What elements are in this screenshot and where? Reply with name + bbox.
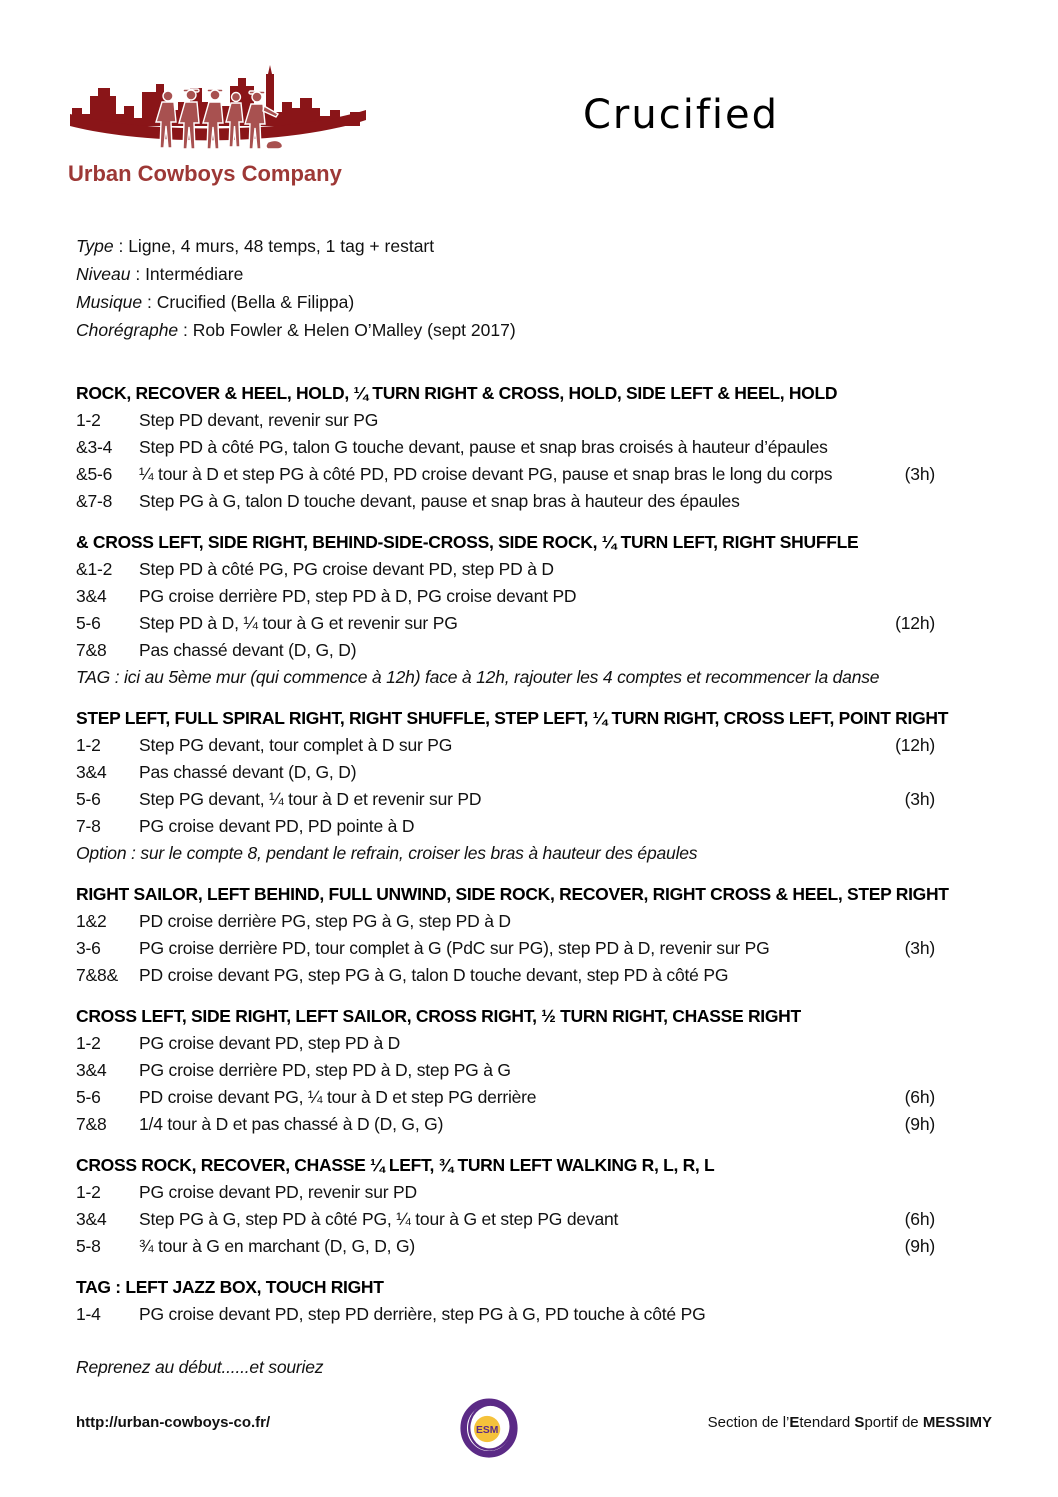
brand-block: [68, 62, 378, 187]
step-description: PG croise derrière PD, tour complet à G (PdC sur PG), step PD à D, revenir sur PG: [139, 938, 770, 958]
step-count: &3-4: [76, 437, 113, 457]
step-count: 1-2: [76, 1182, 101, 1202]
step-count: 7&8: [76, 640, 107, 660]
section-steps: [76, 556, 935, 664]
step-description: Step PG à G, talon D touche devant, pause et snap bras à hauteur des épaules: [139, 491, 740, 511]
info-line-choregraphe: [76, 316, 516, 344]
step-description: 1/4 tour à D et pas chassé à D (D, G, G): [139, 1114, 444, 1134]
step-row: [76, 1084, 935, 1111]
dance-section: [76, 881, 949, 989]
section-title: & CROSS LEFT, SIDE RIGHT, BEHIND-SIDE-CROSS, SIDE ROCK, ¼ TURN LEFT, RIGHT SHUFFLE: [76, 532, 859, 552]
step-description: Step PD à côté PG, PG croise devant PD, step PD à D: [139, 559, 554, 579]
step-row: [76, 1179, 935, 1206]
step-clock-direction: (3h): [904, 789, 935, 809]
esm-logo-text: ESM: [475, 1424, 499, 1436]
step-description: PG croise devant PD, PD pointe à D: [139, 816, 415, 836]
step-count: &1-2: [76, 559, 113, 579]
step-clock-direction: (6h): [904, 1087, 935, 1107]
step-count: 1-4: [76, 1304, 101, 1324]
step-description: PG croise derrière PD, step PD à D, step PG à G: [139, 1060, 511, 1080]
footer: [76, 1396, 992, 1462]
section-steps: [76, 1179, 935, 1260]
esm-logo-icon: [459, 1396, 519, 1462]
step-description: ¾ tour à G en marchant (D, G, D, G): [139, 1236, 416, 1256]
step-count: 5-6: [76, 789, 101, 809]
step-count: 5-8: [76, 1236, 101, 1256]
info-label: Chorégraphe: [76, 320, 179, 340]
step-clock-direction: (12h): [895, 735, 935, 755]
step-row: [76, 1057, 935, 1084]
step-row: [76, 732, 935, 759]
step-row: [76, 1111, 935, 1138]
step-count: 3&4: [76, 1209, 107, 1229]
step-clock-direction: (9h): [904, 1236, 935, 1256]
info-label: Musique: [76, 292, 143, 312]
step-count: 1-2: [76, 410, 101, 430]
step-row: [76, 1206, 935, 1233]
website-link[interactable]: http://urban-cowboys-co.fr/: [76, 1414, 271, 1431]
dance-section: [76, 529, 935, 691]
step-row: [76, 908, 935, 935]
step-count: 3&4: [76, 762, 107, 782]
step-description: Pas chassé devant (D, G, D): [139, 640, 357, 660]
step-row: [76, 962, 935, 989]
info-value: : Crucified (Bella & Filippa): [142, 292, 355, 312]
step-count: 7&8: [76, 1114, 107, 1134]
info-line-niveau: [76, 260, 516, 288]
step-count: 3-6: [76, 938, 101, 958]
step-description: PG croise devant PD, step PD à D: [139, 1033, 401, 1053]
info-value: : Ligne, 4 murs, 48 temps, 1 tag + restart: [113, 236, 435, 256]
step-description: Step PG devant, tour complet à D sur PG: [139, 735, 453, 755]
step-count: 3&4: [76, 1060, 107, 1080]
step-description: Step PG devant, ¼ tour à D et revenir sur PD: [139, 789, 482, 809]
step-description: Step PD devant, revenir sur PG: [139, 410, 379, 430]
association-text-segment: S: [854, 1414, 865, 1431]
association-text-segment: portif de: [864, 1414, 923, 1431]
step-description: PG croise devant PD, revenir sur PD: [139, 1182, 417, 1202]
section-steps: [76, 407, 935, 515]
step-description: Step PD à côté PG, talon G touche devant, pause et snap bras croisés à hauteur d’épaules: [139, 437, 828, 457]
step-count: 1-2: [76, 1033, 101, 1053]
section-title: RIGHT SAILOR, LEFT BEHIND, FULL UNWIND, SIDE ROCK, RECOVER, RIGHT CROSS & HEEL, STEP RIGHT: [76, 884, 949, 904]
section-title: CROSS LEFT, SIDE RIGHT, LEFT SAILOR, CROSS RIGHT, ½ TURN RIGHT, CHASSE RIGHT: [76, 1006, 801, 1026]
step-clock-direction: (3h): [904, 464, 935, 484]
section-title: STEP LEFT, FULL SPIRAL RIGHT, RIGHT SHUFFLE, STEP LEFT, ¼ TURN RIGHT, CROSS LEFT, POINT RIGHT: [76, 708, 949, 728]
association-text-segment: tendard: [799, 1414, 855, 1431]
closing-line: Reprenez au début......et souriez: [76, 1357, 324, 1377]
page-title: Crucified: [583, 92, 780, 138]
info-value: : Rob Fowler & Helen O’Malley (sept 2017): [178, 320, 516, 340]
step-row: [76, 935, 935, 962]
step-count: &5-6: [76, 464, 113, 484]
step-description: PD croise devant PG, step PG à G, talon D touche devant, step PD à côté PG: [139, 965, 729, 985]
step-clock-direction: (6h): [904, 1209, 935, 1229]
info-label: Type: [76, 236, 114, 256]
step-row: [76, 556, 935, 583]
step-count: 5-6: [76, 1087, 101, 1107]
step-count: 7&8&: [76, 965, 119, 985]
dance-section: [76, 1152, 935, 1260]
section-steps: [76, 732, 935, 840]
step-count: &7-8: [76, 491, 113, 511]
step-row: [76, 583, 935, 610]
step-row: [76, 434, 935, 461]
step-count: 1&2: [76, 911, 107, 931]
step-description: ¼ tour à D et step PG à côté PD, PD croise devant PG, pause et snap bras le long du corps: [139, 464, 833, 484]
urban-cowboys-logo-icon: [68, 62, 368, 154]
association-text-segment: Section de l’: [707, 1414, 790, 1431]
brand-name: Urban Cowboys Company: [68, 161, 342, 186]
dance-sections: [76, 380, 949, 1381]
step-description: Step PD à D, ¼ tour à G et revenir sur PG: [139, 613, 458, 633]
step-count: 7-8: [76, 816, 101, 836]
step-description: PD croise derrière PG, step PG à G, step PD à D: [139, 911, 511, 931]
section-note: Option : sur le compte 8, pendant le refrain, croiser les bras à hauteur des épaules: [76, 843, 698, 863]
step-clock-direction: (3h): [904, 938, 935, 958]
section-steps: [76, 1030, 935, 1138]
step-row: [76, 488, 935, 515]
section-title: ROCK, RECOVER & HEEL, HOLD, ¼ TURN RIGHT & CROSS, HOLD, SIDE LEFT & HEEL, HOLD: [76, 383, 838, 403]
association-text-segment: E: [789, 1414, 800, 1431]
step-row: [76, 637, 935, 664]
step-row: [76, 786, 935, 813]
step-count: 3&4: [76, 586, 107, 606]
step-row: [76, 1233, 935, 1260]
step-description: PD croise devant PG, ¼ tour à D et step PG derrière: [139, 1087, 537, 1107]
step-description: PG croise devant PD, step PD derrière, step PG à G, PD touche à côté PG: [139, 1304, 706, 1324]
step-row: [76, 1301, 935, 1328]
dance-section: [76, 1003, 935, 1138]
info-value: : Intermédiare: [130, 264, 244, 284]
step-row: [76, 610, 935, 637]
section-steps: [76, 908, 935, 989]
info-line-musique: [76, 288, 516, 316]
step-row: [76, 461, 935, 488]
info-block: [76, 232, 516, 344]
info-line-type: [76, 232, 516, 260]
info-label: Niveau: [76, 264, 131, 284]
section-title: TAG : LEFT JAZZ BOX, TOUCH RIGHT: [76, 1277, 384, 1297]
step-clock-direction: (12h): [895, 613, 935, 633]
association-text-segment: MESSIMY: [922, 1414, 992, 1431]
step-description: Step PG à G, step PD à côté PG, ¼ tour à G et step PG devant: [139, 1209, 619, 1229]
step-row: [76, 1030, 935, 1057]
dance-section: [76, 380, 935, 515]
section-steps: [76, 1301, 935, 1328]
step-row: [76, 813, 935, 840]
step-row: [76, 407, 935, 434]
section-title: CROSS ROCK, RECOVER, CHASSE ¼ LEFT, ¾ TURN LEFT WALKING R, L, R, L: [76, 1155, 715, 1175]
dance-section: [76, 705, 949, 867]
step-description: Pas chassé devant (D, G, D): [139, 762, 357, 782]
association-text: [708, 1414, 992, 1431]
section-note: TAG : ici au 5ème mur (qui commence à 12h) face à 12h, rajouter les 4 comptes et recommencer la danse: [76, 667, 880, 687]
dance-section: [76, 1274, 935, 1328]
step-count: 5-6: [76, 613, 101, 633]
step-count: 1-2: [76, 735, 101, 755]
step-clock-direction: (9h): [904, 1114, 935, 1134]
step-description: PG croise derrière PD, step PD à D, PG croise devant PD: [139, 586, 577, 606]
step-row: [76, 759, 935, 786]
